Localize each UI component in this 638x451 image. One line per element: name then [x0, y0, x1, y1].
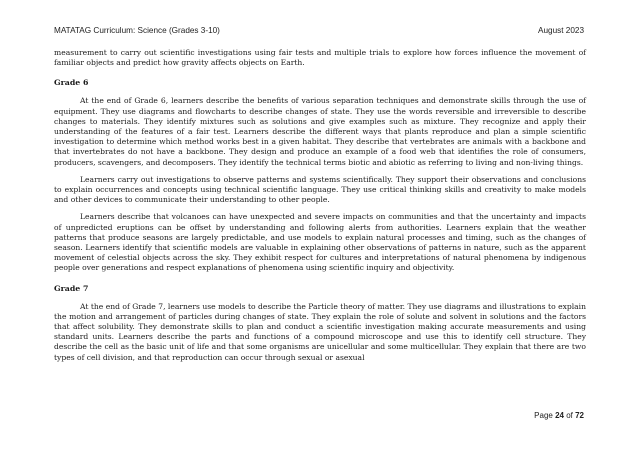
- intro-paragraph: measurement to carry out scientific investigations using fair tests and multiple trials to explore how forces influence the movement of familiar objects and predict how gravity affects objects on Earth.: [54, 48, 586, 68]
- grade-6-paragraph-1: At the end of Grade 6, learners describe the benefits of various separation techniques and demonstrate skills through the use of equipment. They use diagrams and flowcharts to describe changes of state. They use the words reversible and irreversible to describe changes to materials. They identify mixtures such as solutions and give examples such as mixture. They recognize and apply their understanding of the features of a fair test. Learners describe the different ways that plants reproduce and plan a simple scientific investigation to determine which method works best in a given habitat. They describe that vertebrates are animals with a backbone and that invertebrates do not have a backbone. They design and produce an example of a food web that identifies the role of consumers, producers, scavengers, and decomposers. They identify the technical terms biotic and abiotic as referring to living and non-living things.: [54, 96, 586, 167]
- total-pages-number: 72: [575, 411, 584, 420]
- grade-6-heading: Grade 6: [54, 78, 89, 88]
- page-word: Page: [534, 411, 556, 420]
- grade-7-paragraph-1: At the end of Grade 7, learners use models to describe the Particle theory of matter. They use diagrams and illustrations to explain the motion and arrangement of particles during changes of state. They explain the role of solute and solvent in solutions and the factors that affect solubility. They demonstrate skills to plan and conduct a scientific investigation making accurate measurements and using standard units. Learners describe the parts and functions of a compound microscope and use this to identify cell structure. They describe the cell as the basic unit of life and that some organisms are unicellular and some multicellular. They explain that there are two types of cell division, and that reproduction can occur through sexual or asexual: [54, 301, 586, 362]
- page-number: [534, 411, 584, 420]
- header-date: August 2023: [538, 26, 584, 35]
- current-page-number: 24: [555, 411, 564, 420]
- grade-7-heading: Grade 7: [54, 283, 89, 293]
- of-word: of: [563, 411, 576, 420]
- page-header: [54, 26, 584, 38]
- document-body: [54, 48, 586, 370]
- grade-6-paragraph-3: Learners describe that volcanoes can have unexpected and severe impacts on communities and that the uncertainty and impacts of unpredicted eruptions can be offset by understanding and following alerts from authorities. Learners explain that the weather patterns that produce seasons are largely predictable, and use models to explain natural processes and timing, such as the changes of season. Learners identify that scientific models are valuable in explaining other observations of patterns in nature, such as the apparent movement of celestial objects across the sky. They exhibit respect for cultures and interpretations of natural phenomena by indigenous people over generations and respect explanations of phenomena using scientific inquiry and objectivity.: [54, 212, 586, 273]
- grade-6-paragraph-2: Learners carry out investigations to observe patterns and systems scientifically. They support their observations and conclusions to explain occurrences and concepts using technical scientific language. They use critical thinking skills and creativity to make models and other devices to communicate their understanding to other people.: [54, 174, 586, 205]
- header-curriculum-title: MATATAG Curriculum: Science (Grades 3-10): [54, 26, 220, 35]
